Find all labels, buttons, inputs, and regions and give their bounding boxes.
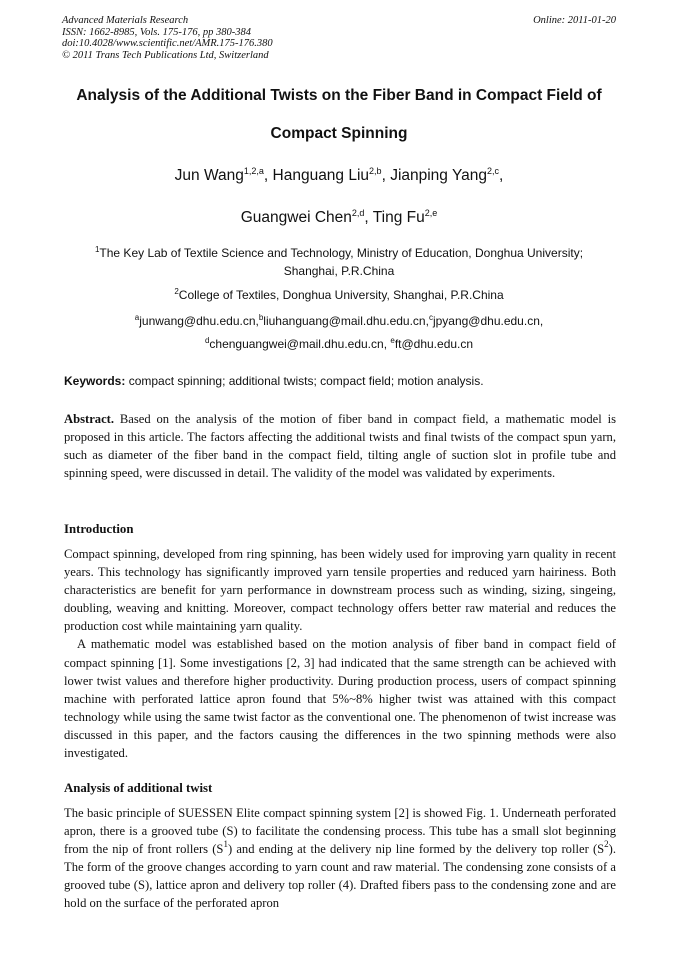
issn-line: ISSN: 1662-8985, Vols. 175-176, pp 380-384	[62, 26, 251, 38]
author-line-2	[40, 209, 638, 227]
title-line-1: Analysis of the Additional Twists on the Fiber Band in Compact Field of	[76, 87, 602, 104]
abstract-section	[64, 410, 616, 482]
keywords-label: Keywords:	[64, 374, 126, 388]
journal-header	[62, 15, 618, 61]
affiliation-text: The Key Lab of Textile Science and Technology, Ministry of Education, Donghua University;	[99, 246, 584, 260]
email-line-1	[40, 312, 638, 330]
abstract-label: Abstract.	[64, 412, 115, 426]
analysis-text: ). The form of the groove changes according to yarn count and raw material. The condensing zone consists of a grooved tube (S), lattice apron and delivery top roller (4). Drafted fibers pass to the condensing zone and are hold on the surface of the perforated apron	[64, 842, 616, 911]
introduction-paragraph-2: A mathematic model was established based on the motion analysis of fiber band in compact field of compact spinning [1]. Some investigations [2, 3] had indicated that the same strength can be achieved with lower twist values and therefore higher productivity. During production process, users of compact spinning machine with perforated lattice apron found that 5%~8% higher twist was attained with this compact technology while using the same twist factor as the conventional one. The phenomenon of twist increase was discussed in this paper, and the factors causing the differences in the two spinning methods were also investigated.	[64, 637, 616, 761]
copyright-line: © 2011 Trans Tech Publications Ltd, Switzerland	[62, 49, 269, 61]
analysis-text: ) and ending at the delivery nip line formed by the delivery top roller (S	[227, 842, 605, 857]
author-name: Ting Fu	[372, 209, 425, 226]
title-line-2: Compact Spinning	[270, 125, 408, 142]
author-name: Hanguang Liu	[272, 167, 370, 184]
author-line-1	[40, 167, 638, 185]
superscript: 2	[604, 839, 609, 850]
keywords-text: compact spinning; additional twists; compact field; motion analysis.	[125, 374, 484, 388]
analysis-heading: Analysis of additional twist	[64, 781, 213, 795]
email-line-2	[40, 335, 638, 353]
abstract-text: Based on the analysis of the motion of fiber band in compact field, a mathematic model is proposed in this article. The factors affecting the additional twists and final twists of the compact spun yarn, such as diameter of the fiber band in the compact field, tilting angle of suction slot in profile tube and spinning speed, were discussed in detail. The validity of the model was validated by experiments.	[64, 412, 616, 481]
affiliation-1	[40, 244, 638, 280]
analysis-text: The basic principle of SUESSEN Elite compact spinning system [2] is showed Fig. 1. Underneath perforated apron, there is a grooved tube (S) to facilitate the condensing process. This tube has a small slot beginning from the nip of front rollers (S	[64, 806, 616, 857]
email-mark: b	[258, 313, 264, 322]
author-affiliation-mark: 2,c	[487, 166, 500, 176]
author-affiliation-mark: 2,e	[424, 208, 438, 218]
superscript: 1	[223, 839, 228, 850]
author-separator: ,	[364, 209, 373, 226]
doi-line: doi:10.4028/www.scientific.net/AMR.175-176.380	[62, 38, 273, 49]
email-mark: d	[204, 336, 210, 345]
affiliation-2	[40, 286, 638, 304]
author-name: Guangwei Chen	[240, 209, 352, 226]
affiliation-text: College of Textiles, Donghua University, Shanghai, P.R.China	[178, 288, 504, 302]
affiliation-mark: 1	[94, 245, 100, 254]
introduction-heading: Introduction	[64, 522, 134, 536]
email-mark: a	[134, 313, 140, 322]
email-address: jpyang@dhu.edu.cn,	[432, 314, 544, 328]
author-separator: ,	[499, 167, 504, 184]
affiliation-mark: 2	[174, 287, 179, 296]
email-mark: e	[390, 336, 395, 345]
online-date: Online: 2011-01-20	[533, 15, 616, 26]
introduction-section	[64, 545, 616, 762]
author-separator: ,	[381, 167, 391, 184]
email-mark: c	[428, 313, 433, 322]
analysis-section	[64, 804, 616, 913]
introduction-paragraph-1: Compact spinning, developed from ring spinning, has been widely used for improving yarn quality in recent years. This technology has significantly improved yarn tensile properties and reduced yarn hairiness. Both characteristics are benefit for yarn performance in downstream process such as winding, sizing, singeing, doubling, weaving and knitting. Moreover, compact technology offers better raw material and reduces the production cost while maintaining yarn quality.	[64, 547, 616, 634]
author-affiliation-mark: 2,b	[369, 166, 382, 176]
abstract-paragraph	[64, 410, 616, 482]
analysis-paragraph-1	[64, 804, 616, 913]
author-name: Jianping Yang	[390, 167, 488, 184]
author-affiliation-mark: 1,2,a	[243, 166, 264, 176]
journal-name: Advanced Materials Research	[62, 15, 189, 26]
email-address: junwang@dhu.edu.cn,	[139, 314, 259, 328]
author-affiliation-mark: 2,d	[351, 208, 365, 218]
email-address: liuhanguang@mail.dhu.edu.cn,	[263, 314, 429, 328]
email-address: ft@dhu.edu.cn	[394, 337, 474, 351]
affiliation-text: Shanghai, P.R.China	[283, 264, 395, 278]
keywords-line	[64, 374, 620, 388]
email-address: chenguangwei@mail.dhu.edu.cn,	[209, 337, 391, 351]
author-name: Jun Wang	[174, 167, 244, 184]
author-separator: ,	[263, 167, 273, 184]
